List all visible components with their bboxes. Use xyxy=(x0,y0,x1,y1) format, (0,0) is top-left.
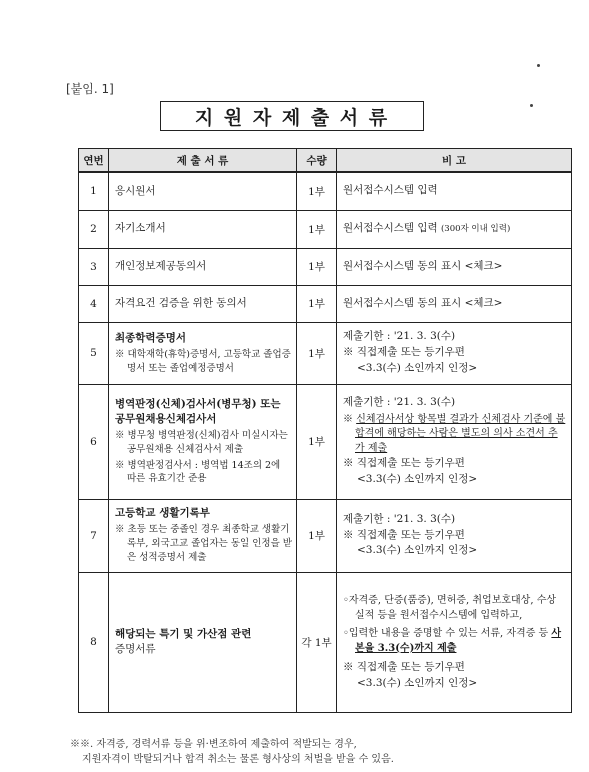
row-no: 5 xyxy=(79,322,109,384)
extra-requirement xyxy=(343,413,567,457)
row-note xyxy=(337,210,572,248)
postmark-note: <3.3(수) 소인까지 인정> xyxy=(357,677,478,689)
row-qty: 1부 xyxy=(297,285,337,322)
header-note: 비 고 xyxy=(337,149,572,173)
doc-title: 고등학교 생활기록부 xyxy=(115,507,210,520)
table-row xyxy=(79,248,572,285)
doc-note: ※ 초등 또는 중졸인 경우 최종학교 생활기록부, 외국고교 졸업자는 동일 인정을 받은 성적증명서 제출 xyxy=(115,524,292,563)
row-qty: 1부 xyxy=(297,322,337,384)
copy-deadline: 사본을 3.3(수)까지 제출 xyxy=(355,628,562,654)
table-row xyxy=(79,499,572,572)
postmark-note: <3.3(수) 소인까지 인정> xyxy=(357,361,478,374)
footer-warning-2: 지원자격이 박탈되거나 합격 취소는 물론 형사상의 처벌을 받을 수 있음. xyxy=(82,754,394,765)
row-doc: 개인정보제공동의서 xyxy=(109,248,297,285)
doc-title: 병역판정(신체)검사서(병무청) 또는 공무원채용신체검사서 xyxy=(115,397,281,425)
document-title-box xyxy=(160,101,424,131)
row-no: 4 xyxy=(79,285,109,322)
scan-speck xyxy=(530,104,533,107)
row-note xyxy=(337,499,572,572)
table-row xyxy=(79,322,572,384)
note-small: (300자 이내 입력) xyxy=(440,224,511,235)
footer-warning-1: ※※. 자격증, 경력서류 등을 위·변조하여 제출하여 적발되는 경우, xyxy=(70,739,357,750)
input-instruction: ◦자격증, 단증(품증), 면허증, 취업보호대상, 수상 실적 등을 원서접수시스템에 입력하고, xyxy=(343,595,557,621)
attachment-label: [붙임. 1] xyxy=(66,82,114,96)
doc-note: ※ 병역판정검사서 : 병역법 14조의 2에 따른 유효기간 준용 xyxy=(115,459,281,485)
table-row xyxy=(79,210,572,248)
doc-note: ※ 병무청 병역판정(신체)검사 미실시자는 공무원채용 신체검사서 제출 xyxy=(115,430,288,455)
row-qty: 1부 xyxy=(297,499,337,572)
row-qty: 1부 xyxy=(297,172,337,210)
row-no: 3 xyxy=(79,248,109,285)
row-no: 2 xyxy=(79,210,109,248)
row-doc xyxy=(109,322,297,384)
submission-table xyxy=(78,148,572,713)
deadline: 제출기한 : '21. 3. 3(수) xyxy=(343,396,456,409)
table-row xyxy=(79,384,572,499)
row-note xyxy=(337,572,572,712)
extra-requirement-text: 신체검사서상 항목별 결과가 신체검사 기준에 불합격에 해당하는 사람은 별도의 의사 소견서 추가 제출 xyxy=(355,413,566,454)
row-qty: 1부 xyxy=(297,210,337,248)
row-doc xyxy=(109,384,297,499)
scan-speck xyxy=(537,64,540,67)
row-no: 1 xyxy=(79,172,109,210)
deadline: 제출기한 : '21. 3. 3(수) xyxy=(343,330,456,343)
row-no: 7 xyxy=(79,499,109,572)
note-main: 원서접수시스템 입력 xyxy=(343,222,438,235)
header-qty: 수량 xyxy=(297,149,337,173)
row-note xyxy=(337,322,572,384)
delivery-method: ※ 직접제출 또는 등기우편 xyxy=(343,661,465,674)
header-doc: 제 출 서 류 xyxy=(109,149,297,173)
row-doc xyxy=(109,572,297,712)
postmark-note: <3.3(수) 소인까지 인정> xyxy=(357,473,478,486)
doc-title: 해당되는 특기 및 가산점 관련 xyxy=(115,627,252,640)
row-note: 원서접수시스템 동의 표시 <체크> xyxy=(337,285,572,322)
proof-text: ◦입력한 내용을 증명할 수 있는 서류, 자격증 등 xyxy=(343,628,552,640)
delivery-method: ※ 직접제출 또는 등기우편 xyxy=(343,528,465,541)
document-title: 지 원 자 제 출 서 류 xyxy=(194,106,390,129)
delivery-method: ※ 직접제출 또는 등기우편 xyxy=(343,346,465,359)
row-doc: 응시원서 xyxy=(109,172,297,210)
row-doc xyxy=(109,499,297,572)
note-mark: ※ xyxy=(343,413,357,425)
table-row xyxy=(79,572,572,712)
doc-title-sub: 증명서류 xyxy=(115,643,156,655)
row-no: 8 xyxy=(79,572,109,712)
row-no: 6 xyxy=(79,384,109,499)
row-doc: 자격요건 검증을 위한 동의서 xyxy=(109,285,297,322)
proof-instruction xyxy=(343,627,567,656)
row-note: 원서접수시스템 입력 xyxy=(337,172,572,210)
delivery-method: ※ 직접제출 또는 등기우편 xyxy=(343,457,465,470)
row-qty: 1부 xyxy=(297,384,337,499)
table-row xyxy=(79,172,572,210)
doc-note: ※ 대학재학(휴학)증명서, 고등학교 졸업증명서 또는 졸업예정증명서 xyxy=(115,348,291,374)
row-qty: 각 1부 xyxy=(297,572,337,712)
postmark-note: <3.3(수) 소인까지 인정> xyxy=(357,544,478,557)
row-note: 원서접수시스템 동의 표시 <체크> xyxy=(337,248,572,285)
doc-title: 최종학력증명서 xyxy=(115,331,187,344)
header-no: 연번 xyxy=(79,149,109,173)
deadline: 제출기한 : '21. 3. 3(수) xyxy=(343,512,456,525)
row-doc: 자기소개서 xyxy=(109,210,297,248)
row-note xyxy=(337,384,572,499)
row-qty: 1부 xyxy=(297,248,337,285)
table-header-row xyxy=(79,149,572,173)
table-row xyxy=(79,285,572,322)
